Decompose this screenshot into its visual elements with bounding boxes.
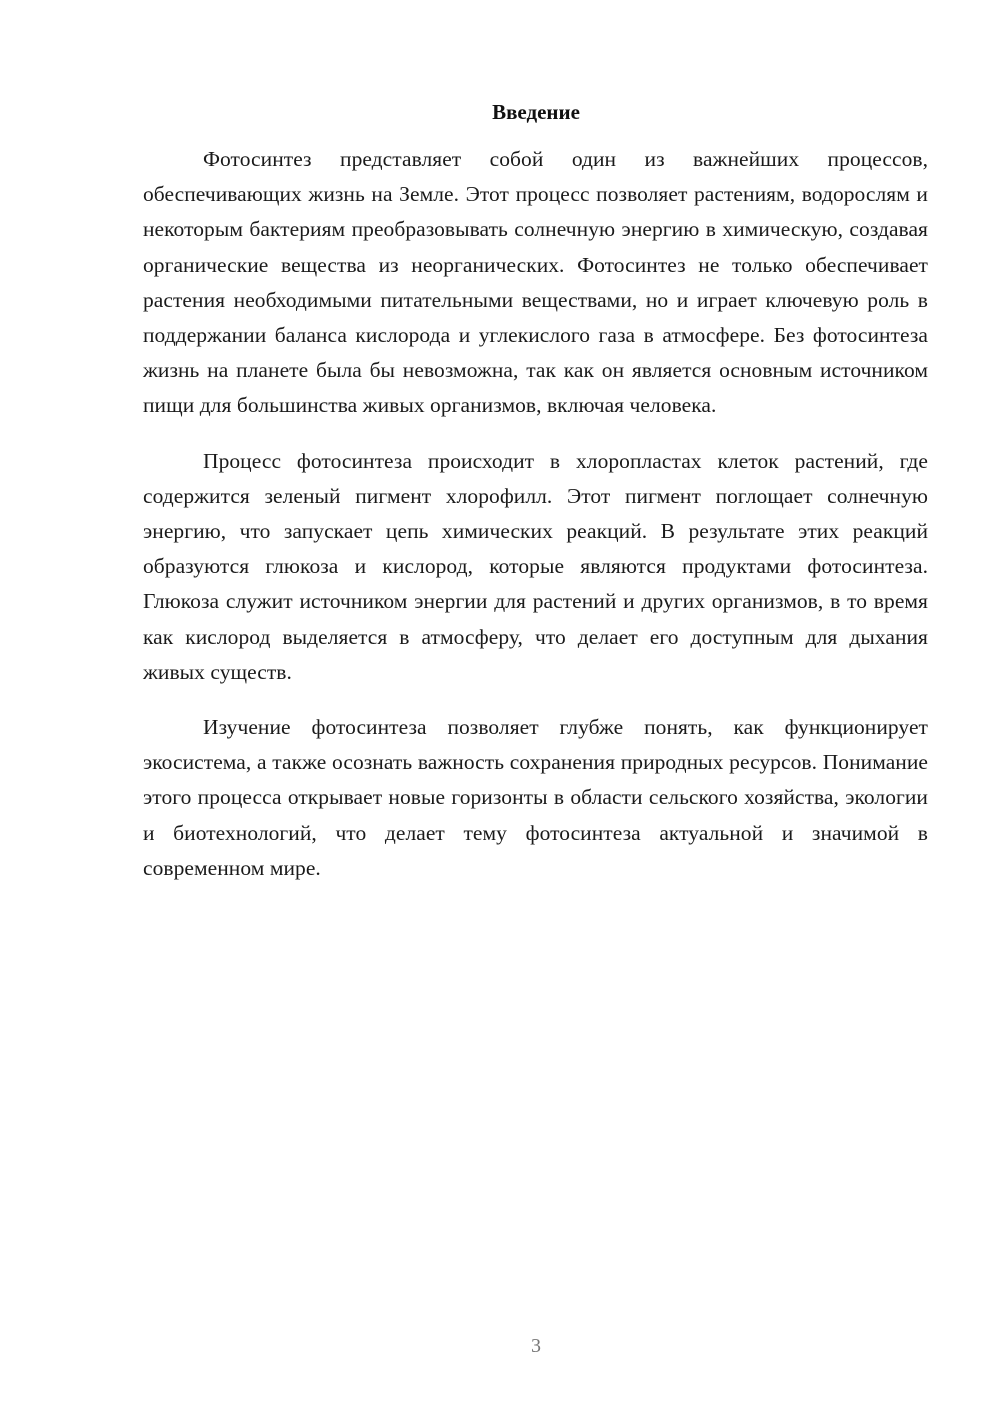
section-heading: Введение [492,100,580,124]
paragraph-1: Фотосинтез представляет собой один из важнейших процессов, обеспечивающих жизнь на Земле. Этот процесс позволяет растениям, водорослям и некоторым бактериям преобразовывать солнечную энергию в химическую, создавая органические вещества из неорганических. Фотосинтез не только обеспечивает растения необходимыми питательными веществами, но и играет ключевую роль в поддержании баланса кислорода и углекислого газа в атмосфере. Без фотосинтеза жизнь на планете была бы невозможна, так как он является основным источником пищи для большинства живых организмов, включая человека. [143,147,928,418]
body-text [143,142,928,906]
paragraph-2: Процесс фотосинтеза происходит в хлоропластах клеток растений, где содержится зеленый пигмент хлорофилл. Этот пигмент поглощает солнечную энергию, что запускает цепь химических реакций. В результате этих реакций образуются глюкоза и кислород, которые являются продуктами фотосинтеза. Глюкоза служит источником энергии для растений и других организмов, в то время как кислород выделяется в атмосферу, что делает его доступным для дыхания живых существ. [143,448,928,684]
page-number: 3 [531,1335,541,1357]
paragraph-3: Изучение фотосинтеза позволяет глубже понять, как функционирует экосистема, а также осознать важность сохранения природных ресурсов. Понимание этого процесса открывает новые горизонты в области сельского хозяйства, экологии и биотехнологий, что делает тему фотосинтеза актуальной и значимой в современном мире. [143,715,928,880]
